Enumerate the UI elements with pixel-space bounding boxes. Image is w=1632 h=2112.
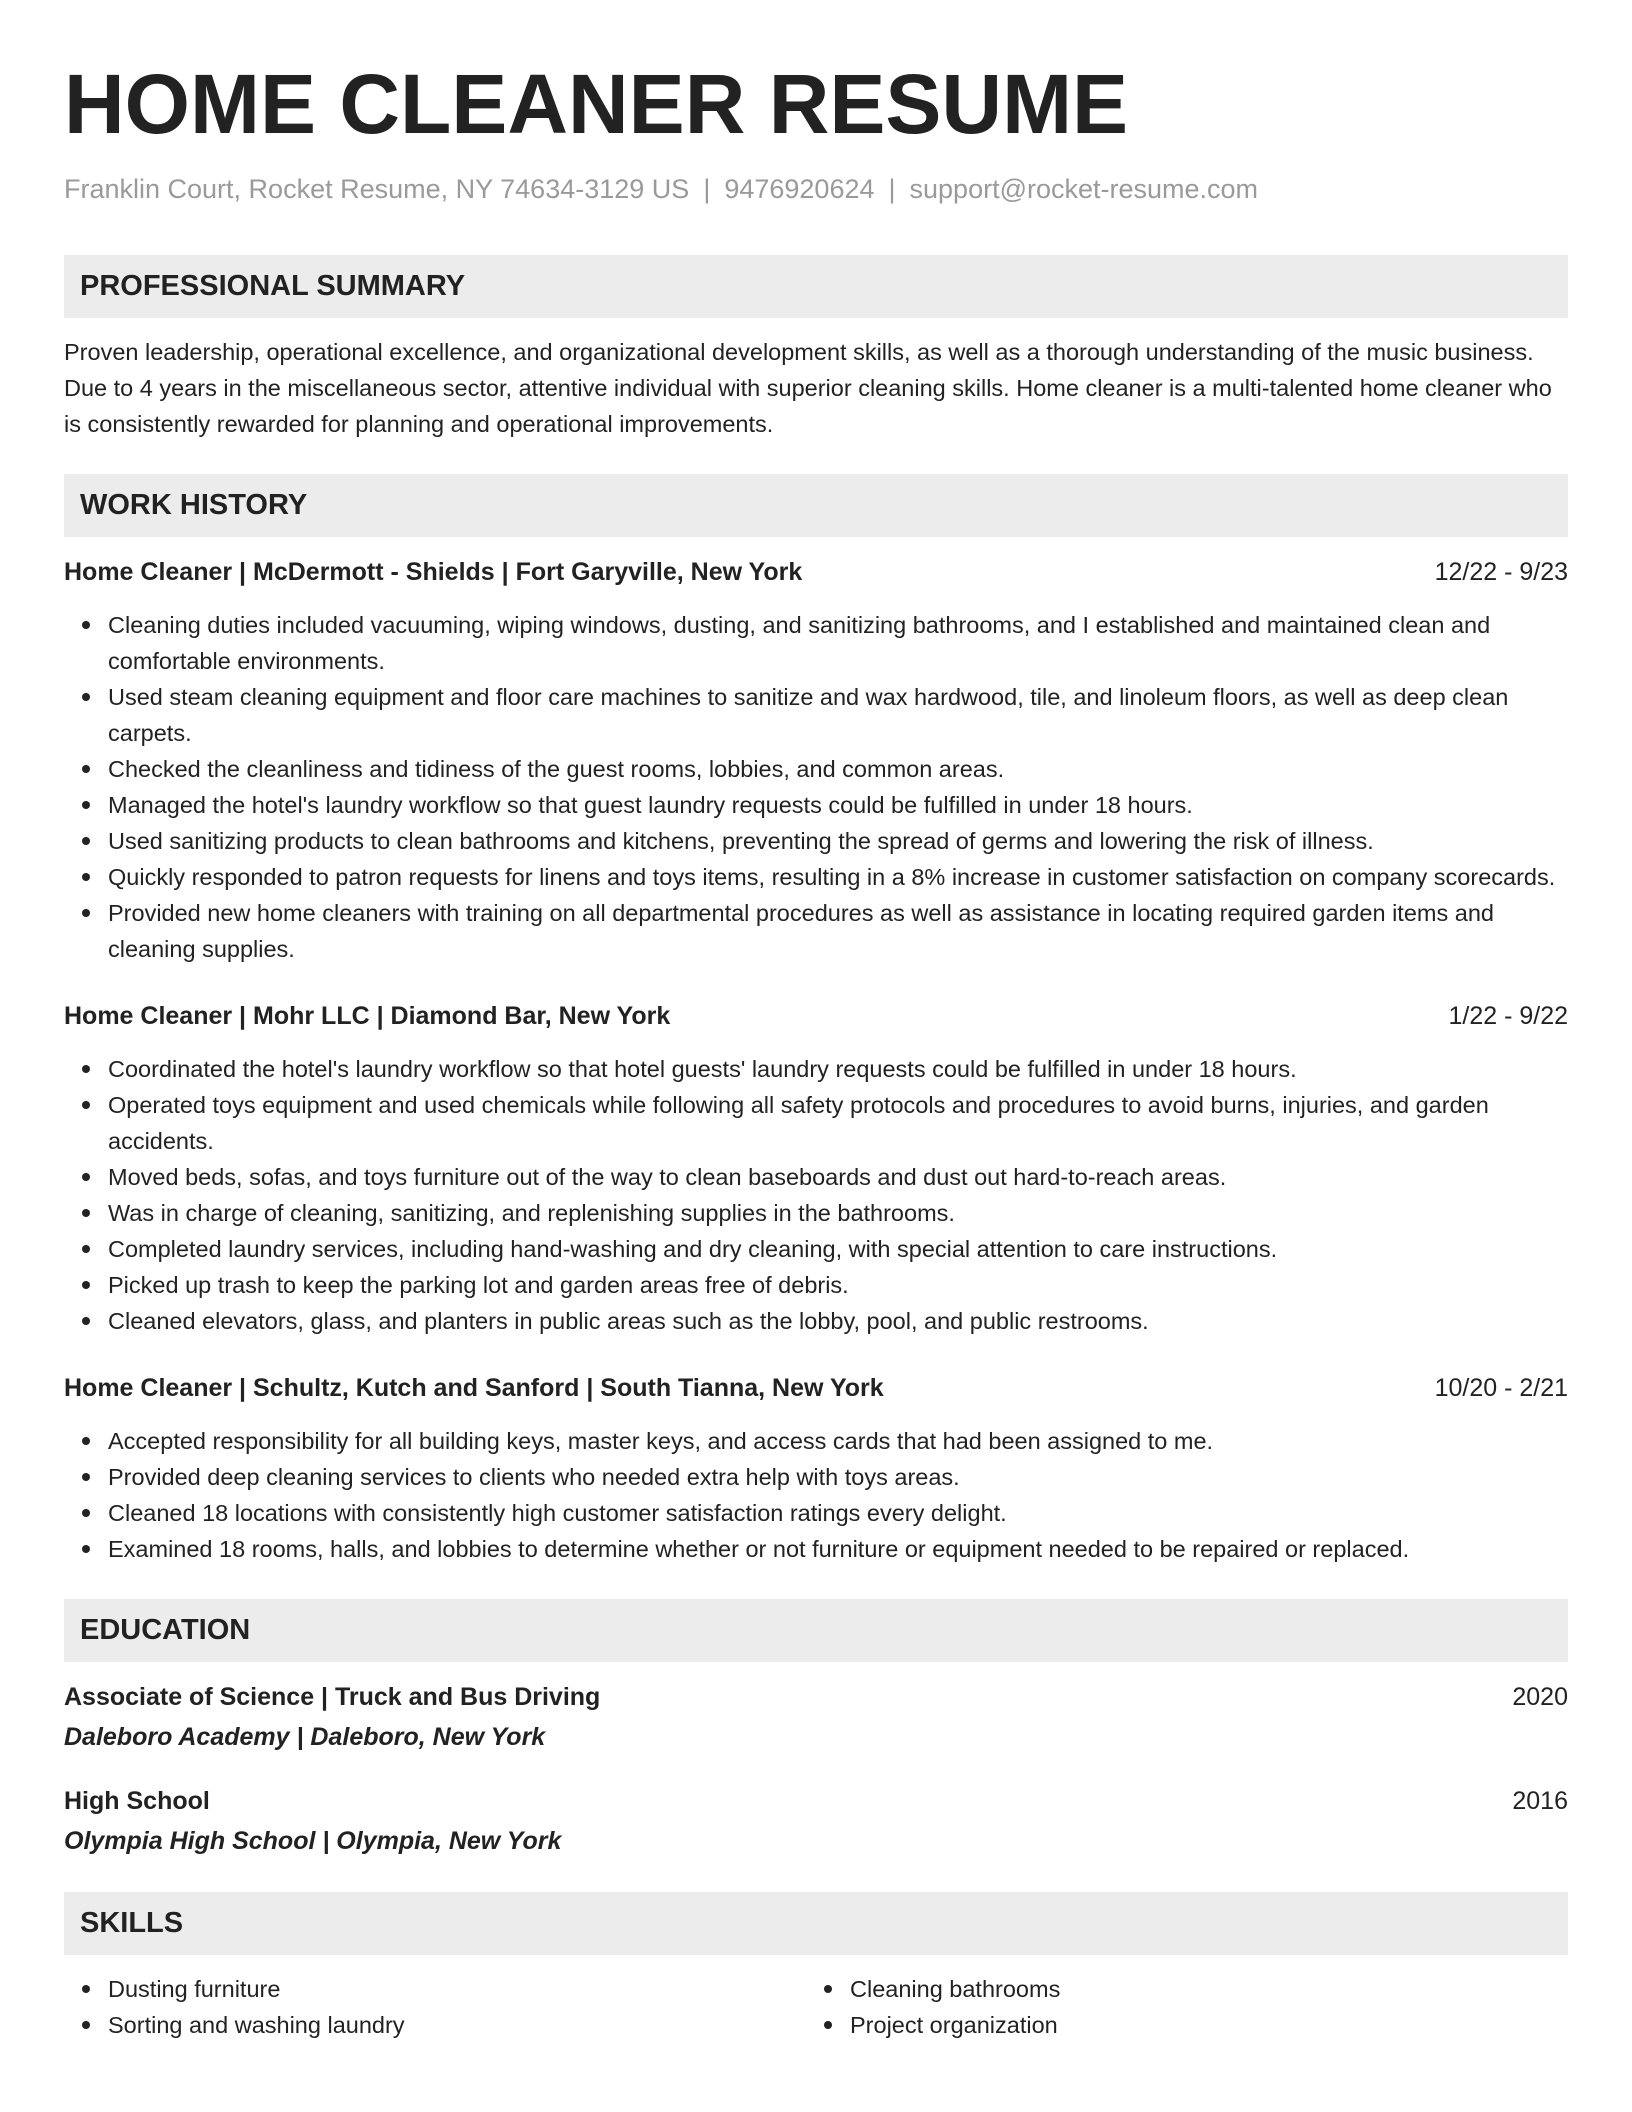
education-year: 2020 [1512,1683,1568,1711]
job-title: Home Cleaner | Mohr LLC | Diamond Bar, New York [64,1002,671,1030]
job-duty: Picked up trash to keep the parking lot and garden areas free of debris. [64,1267,1568,1303]
job-duty: Accepted responsibility for all building keys, master keys, and access cards that had been assigned to me. [64,1423,1568,1459]
education-degree: High School [64,1787,210,1815]
job-duty: Provided new home cleaners with training on all departmental procedures as well as assistance in locating required garden items and cleaning supplies. [64,895,1568,967]
contact-separator: | [703,174,711,204]
summary-text: Proven leadership, operational excellence, and organizational development skills, as well as a thorough understanding of the music business. Due to 4 years in the miscellaneous sector, attentive individual with superior cleaning skills. Home cleaner is a multi-talented home cleaner who is consistently rewarded for planning and operational improvements. [64,339,1552,437]
skills-column-right [806,1971,1548,2043]
section-heading-work-history: WORK HISTORY [64,474,1568,537]
skill-item: Project organization [806,2007,1548,2043]
contact-address: Franklin Court, Rocket Resume, NY 74634-3129 US [64,174,690,204]
job-date: 1/22 - 9/22 [1448,1002,1568,1030]
education-school: Olympia High School | Olympia, New York [64,1827,562,1855]
job-duty: Was in charge of cleaning, sanitizing, and replenishing supplies in the bathrooms. [64,1195,1568,1231]
job-header [64,1371,1568,1405]
job-date: 10/20 - 2/21 [1434,1374,1568,1402]
skills-column-left [64,1971,806,2043]
resume-page [64,58,1568,2043]
job-duties [64,607,1568,967]
job-header [64,555,1568,589]
section-heading-skills: SKILLS [64,1892,1568,1955]
job-date: 12/22 - 9/23 [1434,558,1568,586]
job-duty: Cleaning duties included vacuuming, wiping windows, dusting, and sanitizing bathrooms, and I established and maintained clean and comfortable environments. [64,607,1568,679]
skill-item: Dusting furniture [64,1971,806,2007]
job-title: Home Cleaner | Schultz, Kutch and Sanford | South Tianna, New York [64,1374,884,1402]
education-year: 2016 [1512,1787,1568,1815]
resume-title: HOME CLEANER RESUME [64,57,1129,151]
section-heading-summary: PROFESSIONAL SUMMARY [64,255,1568,318]
section-heading-education: EDUCATION [64,1599,1568,1662]
job-entry [64,555,1568,967]
contact-separator: | [888,174,896,204]
education-school: Daleboro Academy | Daleboro, New York [64,1723,546,1751]
job-title: Home Cleaner | McDermott - Shields | Fort Garyville, New York [64,558,803,586]
job-duty: Checked the cleanliness and tidiness of the guest rooms, lobbies, and common areas. [64,751,1568,787]
job-duty: Cleaned 18 locations with consistently high customer satisfaction ratings every delight. [64,1495,1568,1531]
job-duties [64,1423,1568,1567]
job-duty: Used sanitizing products to clean bathrooms and kitchens, preventing the spread of germs and lowering the risk of illness. [64,823,1568,859]
skills-list [806,1971,1548,2043]
job-duty: Completed laundry services, including hand-washing and dry cleaning, with special attention to care instructions. [64,1231,1568,1267]
education-entry [64,1784,1568,1858]
job-duty: Cleaned elevators, glass, and planters in public areas such as the lobby, pool, and public restrooms. [64,1303,1568,1339]
job-duty: Quickly responded to patron requests for linens and toys items, resulting in a 8% increase in customer satisfaction on company scorecards. [64,859,1568,895]
job-header [64,999,1568,1033]
job-duty: Provided deep cleaning services to clients who needed extra help with toys areas. [64,1459,1568,1495]
job-entry [64,999,1568,1339]
job-duty: Coordinated the hotel's laundry workflow so that hotel guests' laundry requests could be fulfilled in under 18 hours. [64,1051,1568,1087]
contact-email: support@rocket-resume.com [909,174,1259,204]
job-duty: Managed the hotel's laundry workflow so that guest laundry requests could be fulfilled in under 18 hours. [64,787,1568,823]
job-duty: Used steam cleaning equipment and floor care machines to sanitize and wax hardwood, tile, and linoleum floors, as well as deep clean carpets. [64,679,1568,751]
skill-item: Sorting and washing laundry [64,2007,806,2043]
job-duty: Moved beds, sofas, and toys furniture out of the way to clean baseboards and dust out hard-to-reach areas. [64,1159,1568,1195]
skills-list [64,1971,806,2043]
job-duty: Examined 18 rooms, halls, and lobbies to determine whether or not furniture or equipment needed to be repaired or replaced. [64,1531,1568,1567]
contact-phone: 9476920624 [724,174,875,204]
job-duty: Operated toys equipment and used chemicals while following all safety protocols and procedures to avoid burns, injuries, and garden accidents. [64,1087,1568,1159]
job-entry [64,1371,1568,1567]
contact-line [64,172,1568,206]
education-degree: Associate of Science | Truck and Bus Driving [64,1683,601,1711]
education-header [64,1680,1568,1714]
education-header [64,1784,1568,1818]
education-entry [64,1680,1568,1754]
skills-grid [64,1971,1568,2043]
skill-item: Cleaning bathrooms [806,1971,1548,2007]
job-duties [64,1051,1568,1339]
